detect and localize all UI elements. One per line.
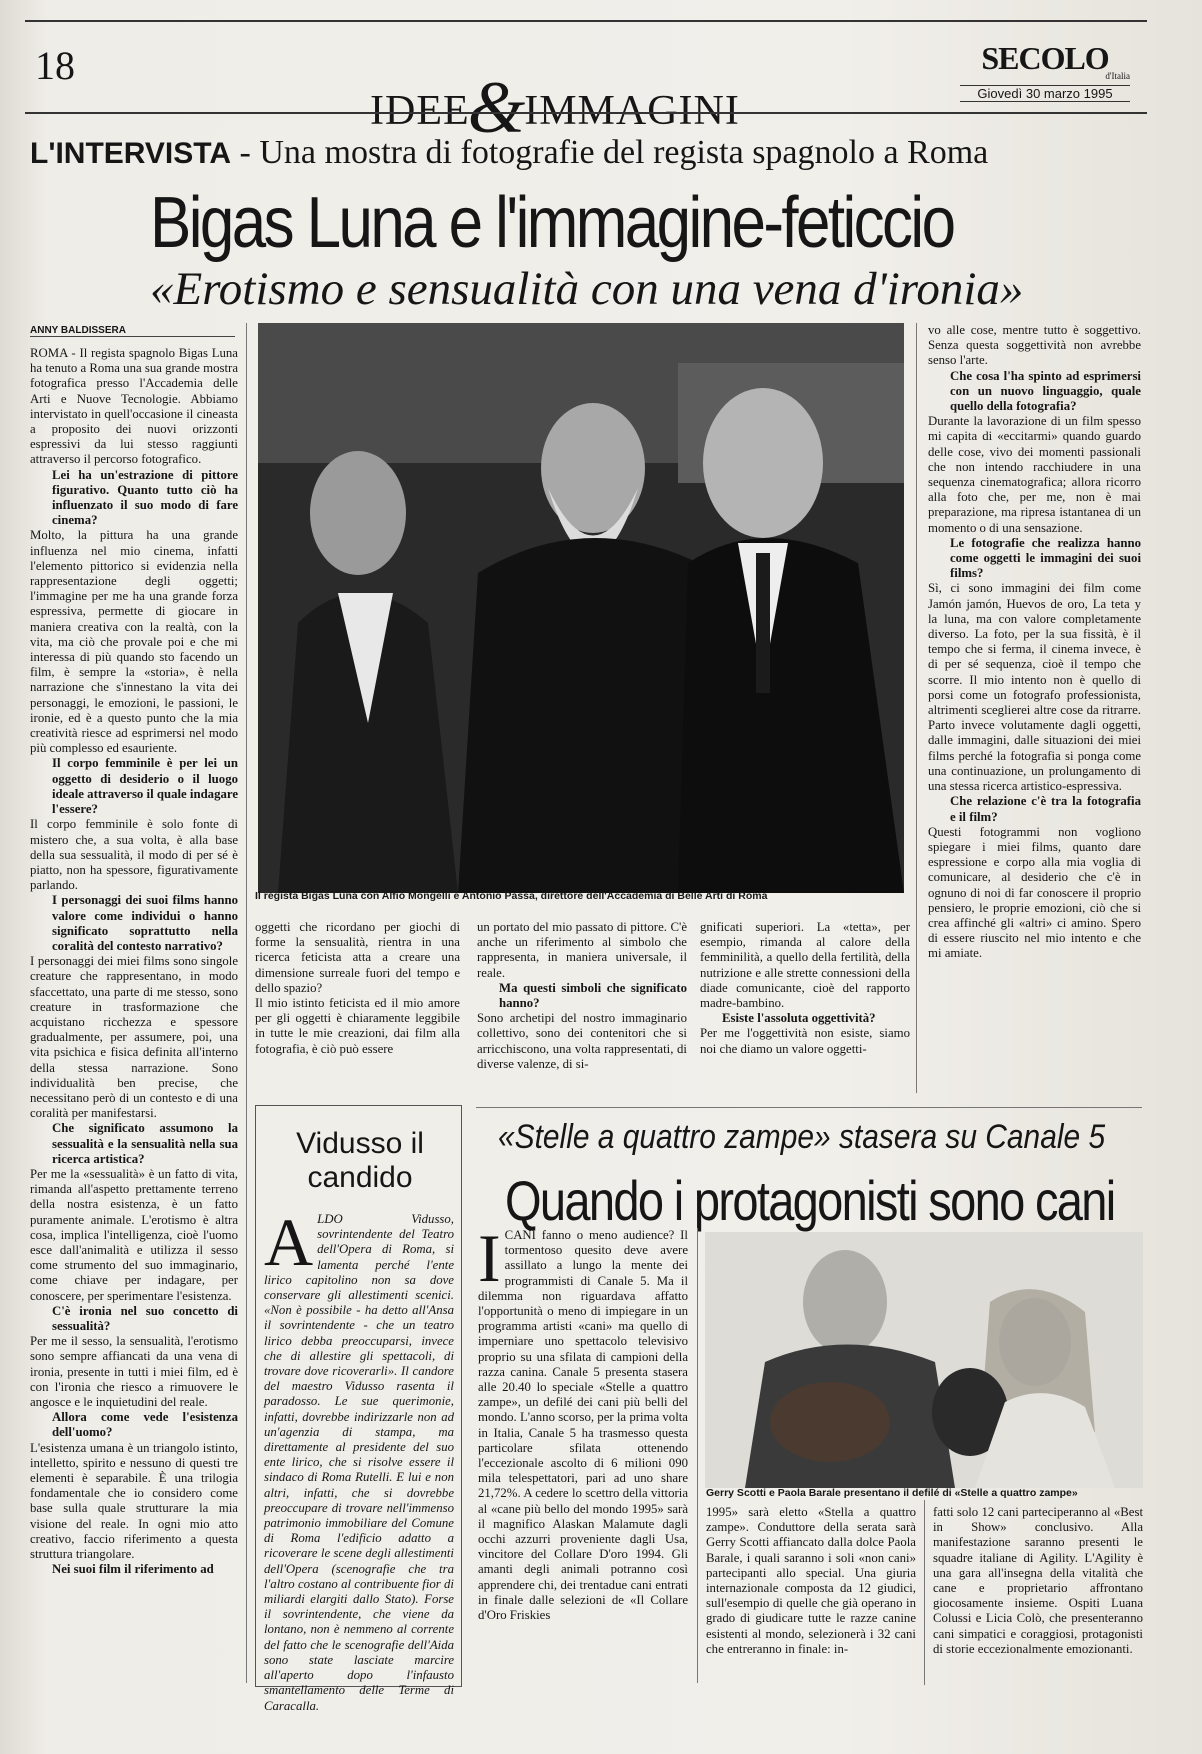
interview-paragraph: gnificati superiori. La «tetta», per esempio, rimanda al calore della femminilità, a quello della fertilità, della nutrizione e alle strette connessioni della diade comunicante, cioè del rapporto madre-bambino. xyxy=(700,920,910,1011)
tv-headline: Quando i protagonisti sono cani xyxy=(505,1169,1115,1232)
interview-question: C'è ironia nel suo concetto di sessualità? xyxy=(52,1303,238,1333)
interview-question: Che significato assumono la sessualità e la sensualità nella sua ricerca artistica? xyxy=(52,1121,238,1166)
section-left: IDEE xyxy=(370,88,470,134)
section-title xyxy=(370,58,740,149)
interview-question: I personaggi dei suoi films hanno valore come individui o hanno significato soprattutto nella coralità del contesto narrativo? xyxy=(52,893,238,953)
photo-caption: Il regista Bigas Luna con Alfio Mongelli e Antonio Passa, direttore dell'Accademia di Belle Arti di Roma xyxy=(255,890,768,902)
interview-question: Nei suoi film il riferimento ad xyxy=(52,1562,214,1577)
section-right: IMMAGINI xyxy=(524,88,740,134)
interview-question: Le fotografie che realizza hanno come oggetti le immagini dei suoi films? xyxy=(950,535,1141,581)
interview-paragraph: I personaggi dei miei films sono singole creature che rappresentano, in modo sfaccettato, una parte di me stesso, sono creature in trasformazione che acquistano ricchezza e spessore gradualmente, per assumere, poi, una vita psichica e fisica definita all'interno della stessa narrazione. Sono individualità ben precise, che necessitano però di un contesto e di una coralità per manifestarsi. xyxy=(30,954,238,1121)
interview-paragraph: ROMA - Il regista spagnolo Bigas Luna ha tenuto a Roma una sua grande mostra fotografica presso l'Accademia delle Arti e Nuove Tecnologie. Abbiamo intervistato in quell'occasione il cineasta a proposito dei nuovi orizzonti espressivi da lui stesso raggiunti attraverso il percorso fotografico. xyxy=(30,346,238,467)
interview-paragraph: Per me l'oggettività non esiste, siamo noi che diamo un valore oggetti- xyxy=(700,1026,910,1056)
kicker-text: - Una mostra di fotografie del regista spagnolo a Roma xyxy=(231,134,989,171)
article-photo xyxy=(258,323,904,893)
interview-paragraph: Durante la lavorazione di un film spesso mi capita di «eccitarmi» quando guardo delle cose, vivo dei momenti passionali che non intendo racchiudere in una sequenza cinematografica; allora ricorro alla foto che, per me, non è mai preparazione, ma ripresa istantanea di un momento o di una sensazione. xyxy=(928,414,1141,535)
interview-question: Che relazione c'è tra la fotografia e il film? xyxy=(950,794,1141,824)
article-column-1 xyxy=(30,346,238,1676)
column-divider xyxy=(924,1500,925,1685)
tv-column-2: 1995» sarà eletto «Stella a quattro zampe». Conduttore della serata sarà Gerry Scotti affiancato dalla dolce Paola Barale, i quali saranno i soli «non cani» partecipanti allo special. Una giuria internazionale composta da 12 giudici, sull'esempio di quelle che già operano in grado di giudicare tutte le razze canine esistenti al mondo, selezionerà i 32 cani che entreranno in finale: in- xyxy=(706,1505,916,1656)
masthead-rule xyxy=(25,112,1147,114)
issue-date: Giovedì 30 marzo 1995 xyxy=(960,85,1130,102)
tv-photo xyxy=(705,1232,1143,1488)
paper-sub: d'Italia xyxy=(1105,71,1130,81)
interview-paragraph: Sì, ci sono immagini dei film come Jamón jamón, Huevos de oro, La teta y la luna, ma con valore completamente diverso. La foto, per la sua fissità, è il tempo che si ferma, il cinema invece, è di per sé sequenza, cioè il tempo che scorre. Il mio intento non è quello di porsi come un fotografo professionista, altrimenti sceglierei altre cose da ritrarre. Parto invece volutamente dagli oggetti, dalle immagini, dalle situazioni dei miei films perché la fotografia si ponga come una continuazione, un prolungamento di una stessa ricerca artistico-espressiva. xyxy=(928,581,1141,794)
tv-kicker: «Stelle a quattro zampe» stasera su Canale 5 xyxy=(498,1118,1106,1156)
interview-paragraph: Sono archetipi del nostro immaginario collettivo, sono dei contenitori che si arricchiscono, una volta rappresentati, di diverse valenze, di si- xyxy=(477,1011,687,1071)
sidebar-dropcap: A xyxy=(264,1204,314,1280)
sidebar-text-block xyxy=(264,1204,454,1713)
kicker-label: L'INTERVISTA xyxy=(30,137,232,170)
article-column-3 xyxy=(477,920,687,1090)
section-ampersand: & xyxy=(467,67,527,149)
photo-image xyxy=(258,323,904,893)
tv-column-1 xyxy=(478,1220,688,1683)
tv-photo-image xyxy=(705,1232,1143,1488)
interview-question: Il corpo femminile è per lei un oggetto di desiderio o il luogo ideale attraverso il quale indagare l'essere? xyxy=(52,756,239,817)
interview-paragraph: Questi fotogrammi non vogliono spiegare i miei films, quanto dare espressione e corpo alla mia voglia di comunicare, al desiderio che c'è in ognuno di noi di far conoscere il proprio pensiero, le proprie emozioni, ciò che si crea affinché gli «altri» ci amino. Spero di essere riuscito nel mio intento e che mi amiate. xyxy=(928,824,1141,961)
column-divider xyxy=(246,323,247,1683)
article-kicker xyxy=(30,134,988,172)
interview-paragraph: un portato del mio passato di pittore. C'è anche un riferimento al simbolo che rappresenta, in maniera universale, il reale. xyxy=(477,920,687,980)
interview-paragraph: Il mio istinto feticista ed il mio amore per gli oggetti è chiaramente leggibile in tutte le mie creazioni, dai film alla fotografia, è ciò può essere xyxy=(255,996,460,1056)
tv-column-1-text: CANI fanno o meno audience? Il tormentoso quesito deve avere assillato a lungo la mente dei programmisti di Canale 5. Ma il dilemma non riguardava affatto l'opportunità o meno di impiegare in un programma artisti «cani» ma quello di imperniare uno spettacolo televisivo proprio su una sfilata di campioni della razza canina. Canale 5 presenta stasera alle 20.40 lo speciale «Stelle a quattro zampe», un defilé dei cani più belli del mondo. L'anno scorso, per la prima volta in Italia, Canale 5 ha trasmesso questa particolare sfilata ottenendo l'eccezionale ascolto di 6 milioni 090 mila telespettatori, pari ad uno share 21,72%. A cedere lo scettro della vittoria al «cane più bello del mondo 1995» sarà il magnifico Alaskan Malamute dagli occhi azzurri proveniente dagli Usa, vincitore del Collare D'oro 1994. Gli amanti degli animali potranno così apprendere chi, dei trentadue cani entrati in finale dalle selezioni de «Il Collare d'Oro Friskies xyxy=(478,1228,688,1623)
article-column-2 xyxy=(255,920,460,1090)
interview-paragraph: Il corpo femminile è solo fonte di mistero che, a sua volta, è alla base della sua sessualità, il modo di per sé è piatto, non ha spessore, figurativamente parlando. xyxy=(30,817,238,893)
tv-dropcap: I xyxy=(478,1220,501,1296)
byline: ANNY BALDISSERA xyxy=(30,325,235,337)
interview-question: Esiste l'assoluta oggettività? xyxy=(722,1011,876,1026)
interview-paragraph: L'esistenza umana è un triangolo istinto, intelletto, spirito e nessuno di questi tre elementi è separabile. È una trilogia fondamentale che io considero come base sulla quale strutturare la mia visione del reale. In ogni mio atto creativo, faccio riferimento a questa struttura triangolare. xyxy=(30,1440,238,1562)
article-column-4 xyxy=(700,920,910,1090)
interview-paragraph: Molto, la pittura ha una grande influenza nel mio cinema, infatti l'elemento pittorico si evidenzia nella rappresentazione degli oggetti; l'immagine per me ha una grande forza espressiva, permette di giocare in maniera creativa con la realtà, con la vita, ma ciò che provale poi e che mi interessa di più quando sto facendo un film, è sempre la «storia», è nella narrazione che s'innestano la vita dei personaggi, le emozioni, le passioni, le ironie, ed è a questo punto che la mia creatività riesce ad esprimersi nel modo più complesso ed esauriente. xyxy=(30,528,238,756)
interview-paragraph: vo alle cose, mentre tutto è soggettivo. Senza questa soggettività non avrebbe senso l'arte. xyxy=(928,323,1141,368)
paper-name: SECOLO xyxy=(981,40,1109,76)
sidebar-text: LDO Vidusso, sovrintendente del Teatro dell'Opera di Roma, si lamenta perché l'ente lirico capitolino non sa dove conservare gli allestimenti scenici. «Non è possibile - ha detto all'Ansa il sovrintendente - che un teatro lirico debba preoccuparsi, invece che di allestire gli spettacoli, di trovare dove ricoverarli». Il candore del maestro Vidusso rasenta il paradosso. Le sue querimonie, infatti, dovrebbe indirizzarle non ad un'agenzia di stampa, ma direttamente al presidente del suo ente lirico, che si risolve essere il sindaco di Roma Rutelli. E lui e non altri, infatti, che si dovrebbe preoccupare di trovare nell'immenso patrimonio immobiliare del Comune di Roma l'edificio adatto a ricoverare le scene degli allestimenti dell'Opera (scenografie che tra l'altro costano al contribuente fior di miliardi elargiti dallo Stato). Forse il sovrintendente, che viene da lontano, non è nemmeno al corrente del fatto che le scenografie dell'Aida sono state lasciate marcire all'aperto dopo l'infausto smantellamento delle Terme di Caracalla. xyxy=(264,1212,454,1713)
column-divider xyxy=(916,323,917,1093)
tv-photo-caption: Gerry Scotti e Paola Barale presentano il defilé di «Stelle a quattro zampe» xyxy=(706,1487,1078,1499)
page-number: 18 xyxy=(35,43,75,88)
column-divider xyxy=(697,1228,698,1683)
article-headline: Bigas Luna e l'immagine-feticcio xyxy=(150,183,954,263)
interview-question: Ma questi simboli che significato hanno? xyxy=(499,980,687,1011)
interview-question: Allora come vede l'esistenza dell'uomo? xyxy=(52,1410,238,1440)
article-column-5 xyxy=(928,323,1141,1098)
tv-article-rule xyxy=(476,1107,1142,1108)
interview-paragraph: Per me la «sessualità» è un fatto di vita, rimanda all'aspetto prettamente terreno della nostra esistenza, è un fatto puramente animale. L'erotismo è altra cosa, implica l'intelligenza, cioè l'uomo esce dall'animalità e utilizza il sesso come strumento del suo immaginario, come chiave per indagare, per conoscere, per sperimentare l'esistenza. xyxy=(30,1166,238,1303)
tv-column-3: fatti solo 12 cani parteciperanno al «Best in Show» conclusivo. Alla manifestazione saranno presenti le squadre italiane di Agility. L'Agility è una gara all'insegna della vitalità che cane e proprietario affrontano giocosamente insieme. Ospiti Luana Colussi e Licia Colò, che presenteranno cani simpatici e coraggiosi, protagonisti di storie eccezionalmente emozionanti. xyxy=(933,1505,1143,1656)
interview-paragraph: oggetti che ricordano per giochi di forme la sensualità, rientra in una ricerca feticista atta a creare una dimensione surreale fuori del tempo e dello spazio? xyxy=(255,920,460,995)
interview-paragraph: Per me il sesso, la sensualità, l'erotismo sono sempre affiancati da una vena di ironia, presente in tutti i miei film, ed è con l'ironia che riesco a rimuovere le angosce e le inquietudini del reale. xyxy=(30,1334,238,1410)
top-rule xyxy=(25,20,1147,22)
interview-question: Lei ha un'estrazione di pittore figurativo. Quanto tutto ciò ha influenzato il suo modo di fare cinema? xyxy=(52,467,238,528)
sidebar-title: Vidusso il candido xyxy=(296,1127,424,1194)
article-subhead: «Erotismo e sensualità con una vena d'ironia» xyxy=(150,263,1024,315)
newspaper-logo xyxy=(960,40,1130,102)
interview-question: Che cosa l'ha spinto ad esprimersi con un nuovo linguaggio, quale quello della fotografia? xyxy=(950,368,1141,414)
